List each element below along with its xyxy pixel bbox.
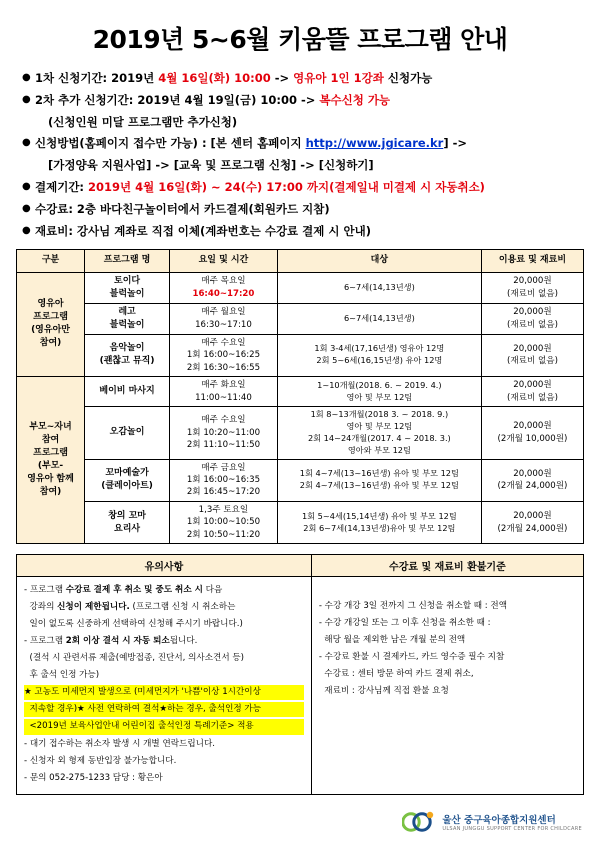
target-cell: 1~10개월(2018. 6. ~ 2019. 4.) 영아 및 부모 12팀 (277, 377, 481, 407)
schedule-cell: 매주 수요일 1회 16:00~16:25 2회 16:30~16:55 (170, 334, 278, 376)
refund-line: 수강료 : 센터 방문 하여 카드 결제 취소, (318, 669, 474, 680)
bullet-text: 1차 신청기간: 2019년 4월 16일(화) 10:00 -> 영유아 1인 1강좌 신청가능 (35, 71, 433, 85)
bullet-list (22, 70, 584, 241)
refund-line: - 수강료 환불 시 결제카드, 카드 영수증 필수 지참 (318, 652, 505, 663)
spacer (319, 583, 576, 597)
bullet-item (22, 179, 584, 197)
notice-header-left: 유의사항 (17, 555, 312, 577)
target-cell: 1회 8~13개월(2018 3. ~ 2018. 9.) 영아 및 부모 12팀 2회 14~24개월(2017. 4 ~ 2018. 3.) 영아와 부모 12팀 (277, 406, 481, 459)
refund-line: 재료비 : 강사님께 직접 환불 요청 (318, 686, 449, 697)
schedule-cell: 매주 목요일 16:40~17:20 (170, 272, 278, 303)
bullet-item (22, 135, 584, 153)
program-name-cell: 레고 블럭놀이 (85, 303, 170, 334)
bullet-dot-icon: ● (22, 181, 31, 193)
bullet-dot-icon: ● (22, 224, 31, 236)
bullet-text: 결제기간: 2019년 4월 16일(화) ~ 24(수) 17:00 까지(결제일내 미결제 시 자동취소) (35, 180, 485, 195)
bullet-subnote: (신청인원 미달 프로그램만 추가신청) (48, 114, 238, 129)
fee-cell: 20,000원 (재료비 없음) (481, 377, 583, 407)
program-name-cell: 음악놀이 (괜찮고 뮤직) (85, 334, 170, 376)
bullet-text: 신청방법(홈페이지 접수만 가능) : [본 센터 홈페이지 http://www.jgicare.kr] -> (35, 136, 468, 151)
notice-line: (결석 시 관련서류 제출(예방접종, 진단서, 의사소견서 등) (24, 653, 245, 664)
fee-cell: 20,000원 (재료비 없음) (481, 272, 583, 303)
bullet-item (22, 223, 584, 241)
target-cell: 6~7세(14,13년생) (277, 303, 481, 334)
schedule-cell: 매주 수요일 1회 10:20~11:00 2회 11:10~11:50 (170, 406, 278, 459)
target-cell: 1회 3-4세(17,16년생) 영유아 12명 2회 5~6세(16,15년생) 유아 12명 (277, 334, 481, 376)
bullet-dot-icon: ● (22, 93, 31, 105)
org-subtitle: ULSAN JUNGGU SUPPORT CENTER FOR CHILDCARE (442, 826, 582, 832)
table-group-cell: 영유아 프로그램 (영유아만 참여) (17, 272, 85, 377)
fee-cell: 20,000원 (2개월 24,000원) (481, 459, 583, 501)
notice-line: ★ 고농도 미세먼지 발생으로 (미세먼지가 '나쁨'이상 1시간이상 (24, 685, 304, 700)
table-row (17, 377, 584, 407)
table-header-row (17, 249, 584, 272)
bullet-item (22, 92, 584, 110)
fee-cell: 20,000원 (재료비 없음) (481, 334, 583, 376)
bullet-text: 수강료: 2층 바다친구놀이터에서 카드결제(회원카드 지참) (35, 201, 330, 216)
notice-line: - 프로그램 2회 이상 결석 시 자동 퇴소됩니다. (24, 636, 198, 647)
program-name-cell: 창의 꼬마 요리사 (85, 501, 170, 543)
refund-line: - 수강 개강 3일 전까지 그 신청을 취소할 때 : 전액 (318, 601, 508, 612)
bullet-dot-icon: ● (22, 202, 31, 214)
table-header-cell: 대상 (277, 249, 481, 272)
organization-logo (402, 809, 582, 835)
table-header-cell: 프로그램 명 (85, 249, 170, 272)
table-group-cell: 부모~자녀 참여 프로그램 (부모- 영유아 함께 참여) (17, 377, 85, 544)
notice-line: 일이 없도록 신중하게 선택하여 신청해 주시기 바랍니다.) (24, 619, 243, 630)
bullet-item (22, 70, 584, 88)
bullet-dot-icon: ● (22, 72, 31, 83)
notice-line: 후 출석 인정 가능) (24, 670, 100, 681)
bullet-subnote: [가정양육 지원사업] -> [교육 및 프로그램 신청] -> [신청하기] (48, 158, 374, 173)
notice-table (16, 554, 584, 794)
fee-cell: 20,000원 (2개월 10,000원) (481, 406, 583, 459)
table-row (17, 406, 584, 459)
schedule-cell: 매주 금요일 1회 16:00~16:35 2회 16:45~17:20 (170, 459, 278, 501)
notice-line: - 문의 052-275-1233 담당 : 황은아 (24, 772, 163, 783)
target-cell: 1회 5~4세(15,14년생) 유아 및 부모 12팀 2회 6~7세(14,13년생)유아 및 부모 12팀 (277, 501, 481, 543)
footer (0, 799, 600, 839)
logo-mark-icon (402, 809, 436, 835)
bullet-dot-icon: ● (22, 137, 31, 149)
table-header-cell: 이용료 및 재료비 (481, 249, 583, 272)
table-header-cell: 요일 및 시간 (170, 249, 278, 272)
bullet-item (22, 201, 584, 219)
schedule-cell: 1,3주 토요일 1회 10:00~10:50 2회 10:50~11:20 (170, 501, 278, 543)
fee-cell: 20,000원 (재료비 없음) (481, 303, 583, 334)
target-cell: 6~7세(14,13년생) (277, 272, 481, 303)
notice-line: <2019년 보육사업안내 어린이집 출석인정 특례기준> 적용 (24, 719, 304, 734)
notice-body-left (17, 577, 312, 794)
schedule-cell: 매주 월요일 16:30~17:10 (170, 303, 278, 334)
program-table (16, 249, 584, 545)
table-row (17, 501, 584, 543)
notice-line: - 대기 접수하는 취소자 발생 시 개별 연락드립니다. (24, 738, 215, 749)
program-name-cell: 베이비 마사지 (85, 377, 170, 407)
org-name: 울산 중구육아종합지원센터 (442, 815, 556, 826)
notice-header-right: 수강료 및 재료비 환불기준 (311, 555, 583, 577)
table-row (17, 303, 584, 334)
notice-line: 강좌의 신청이 제한됩니다. (프로그램 신청 시 취소하는 (24, 602, 236, 613)
notice-line: - 신청자 외 형제 동반입장 불가능합니다. (24, 755, 177, 766)
program-name-cell: 오감놀이 (85, 406, 170, 459)
program-name-cell: 토이다 블럭놀이 (85, 272, 170, 303)
table-row (17, 459, 584, 501)
refund-line: 해당 월을 제외한 남은 개월 분의 전액 (318, 635, 466, 646)
target-cell: 1회 4~7세(13~16년생) 유아 및 부모 12팀 2회 4~7세(13~16년생) 유아 및 부모 12팀 (277, 459, 481, 501)
bullet-text: 2차 추가 신청기간: 2019년 4월 19일(금) 10:00 -> 복수신청 가능 (35, 92, 391, 107)
notice-line: - 프로그램 수강료 결제 후 취소 및 중도 취소 시 다음 (24, 585, 223, 596)
refund-line: - 수강 개강일 또는 그 이후 신청을 취소한 때 : (318, 618, 491, 629)
page-title: 2019년 5~6월 키움뜰 프로그램 안내 (92, 25, 508, 54)
program-name-cell: 꼬마예술가 (클레이아트) (85, 459, 170, 501)
table-header-cell: 구분 (17, 249, 85, 272)
bullet-text: 재료비: 강사님 계좌로 직접 이체(계좌번호는 수강료 결제 시 안내) (35, 223, 371, 238)
fee-cell: 20,000원 (2개월 24,000원) (481, 501, 583, 543)
schedule-cell: 매주 화요일 11:00~11:40 (170, 377, 278, 407)
notice-body-right (311, 577, 583, 794)
table-row (17, 272, 584, 303)
table-row (17, 334, 584, 376)
notice-line: 지속할 경우)★ 사전 연락하여 결석★하는 경우, 출석인정 가능 (24, 702, 304, 717)
